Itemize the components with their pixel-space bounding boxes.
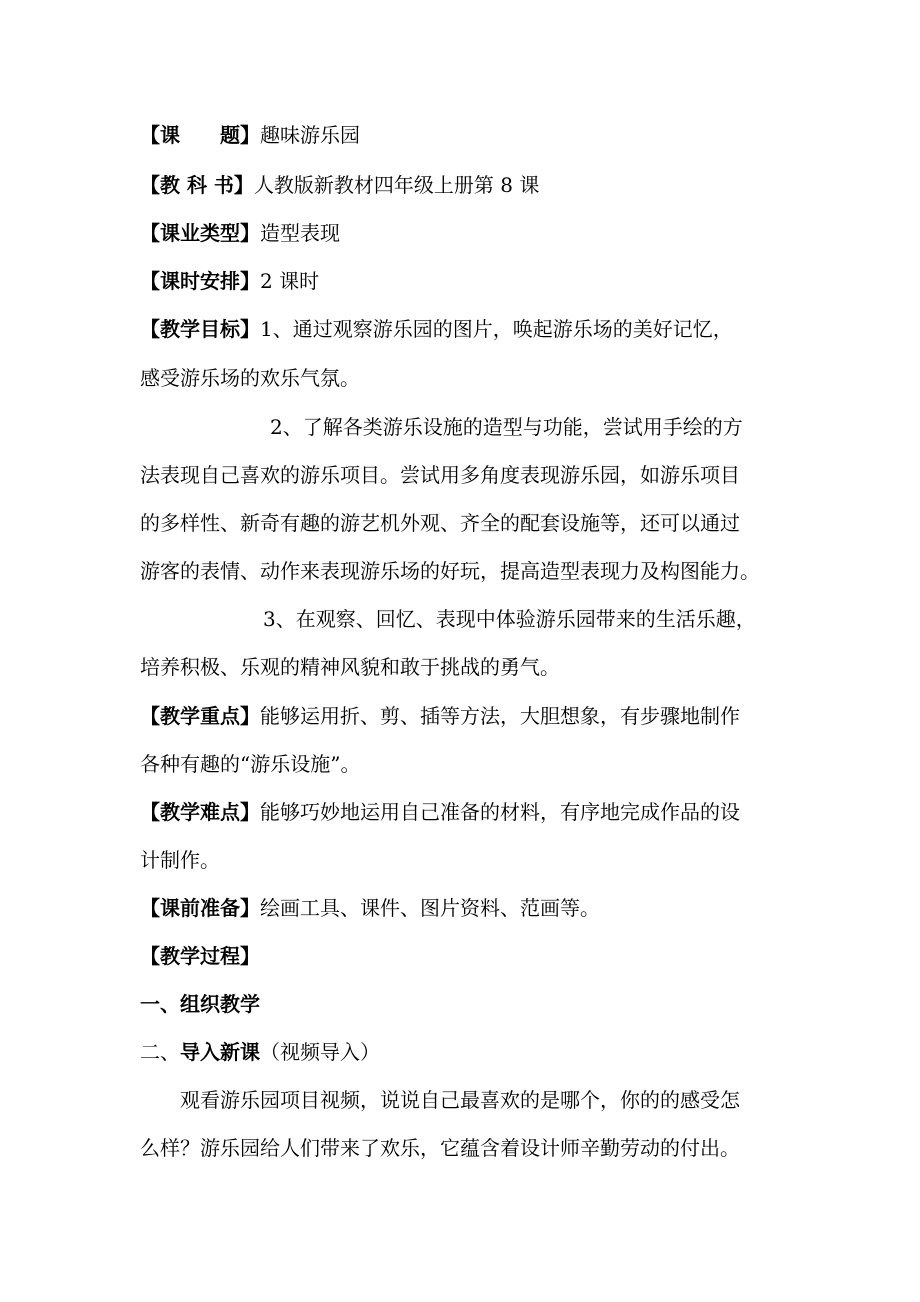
difficulty-line-2: 计制作。: [140, 848, 220, 872]
key-point-row: [140, 703, 790, 729]
objectives-row: [140, 316, 790, 342]
step-2-heading: [140, 1039, 790, 1065]
objective-3-line-2: 培养积极、乐观的精神风貌和敢于挑战的勇气。: [140, 655, 560, 679]
objective-2-line-4: 游客的表情、动作来表现游乐场的好玩，提高造型表现力及构图能力。: [140, 559, 760, 583]
process-heading: 【教学过程】: [140, 944, 260, 968]
lesson-type-label: 【课业类型】: [140, 221, 260, 245]
difficulty-row: [140, 799, 790, 825]
lesson-type-row: [140, 220, 790, 246]
title-label: 【课 题】: [140, 123, 260, 147]
key-point-line-2: 各种有趣的“游乐设施”。: [140, 752, 361, 776]
preparation-label: 【课前准备】: [140, 896, 260, 920]
objective-1-line-1: 1、通过观察游乐园的图片，唤起游乐场的美好记忆，: [260, 317, 733, 341]
difficulty-label: 【教学难点】: [140, 800, 260, 824]
title-row: [140, 122, 790, 148]
key-point-label: 【教学重点】: [140, 704, 260, 728]
step-1-heading: 一、组织教学: [140, 992, 260, 1016]
step-2-prefix: 二、: [140, 1040, 180, 1064]
lesson-type-value: 造型表现: [260, 221, 340, 245]
objectives-label: 【教学目标】: [140, 317, 260, 341]
step-2-title: 导入新课: [180, 1040, 260, 1064]
step-2-note: （视频导入）: [260, 1040, 380, 1064]
hours-label: 【课时安排】: [140, 269, 260, 293]
objective-2-line-2: 法表现自己喜欢的游乐项目。尝试用多角度表现游乐园，如游乐项目: [140, 463, 740, 487]
objective-1-line-2: 感受游乐场的欢乐气氛。: [140, 366, 360, 390]
objective-2-line-3: 的多样性、新奇有趣的游艺机外观、齐全的配套设施等，还可以通过: [140, 511, 740, 535]
preparation-row: [140, 895, 790, 921]
textbook-label: 【教 科 书】: [140, 173, 254, 197]
intro-paragraph-line-1: 观看游乐园项目视频，说说自己最喜欢的是哪个，你的的感受怎: [180, 1088, 740, 1112]
intro-paragraph-line-2: 么样？游乐园给人们带来了欢乐，它蕴含着设计师辛勤劳动的付出。: [140, 1136, 740, 1160]
difficulty-line-1: 能够巧妙地运用自己准备的材料，有序地完成作品的设: [260, 800, 740, 824]
hours-row: [140, 268, 790, 294]
objective-3-line-1: 3、在观察、回忆、表现中体验游乐园带来的生活乐趣，: [263, 607, 756, 631]
preparation-value: 绘画工具、课件、图片资料、范画等。: [260, 896, 600, 920]
hours-value: 2 课时: [260, 269, 320, 293]
title-value: 趣味游乐园: [260, 123, 360, 147]
textbook-value: 人教版新教材四年级上册第 8 课: [253, 173, 540, 197]
textbook-row: [140, 172, 790, 198]
objective-2-line-1: 2、了解各类游乐设施的造型与功能，尝试用手绘的方: [270, 415, 743, 439]
key-point-line-1: 能够运用折、剪、插等方法，大胆想象，有步骤地制作: [260, 704, 740, 728]
